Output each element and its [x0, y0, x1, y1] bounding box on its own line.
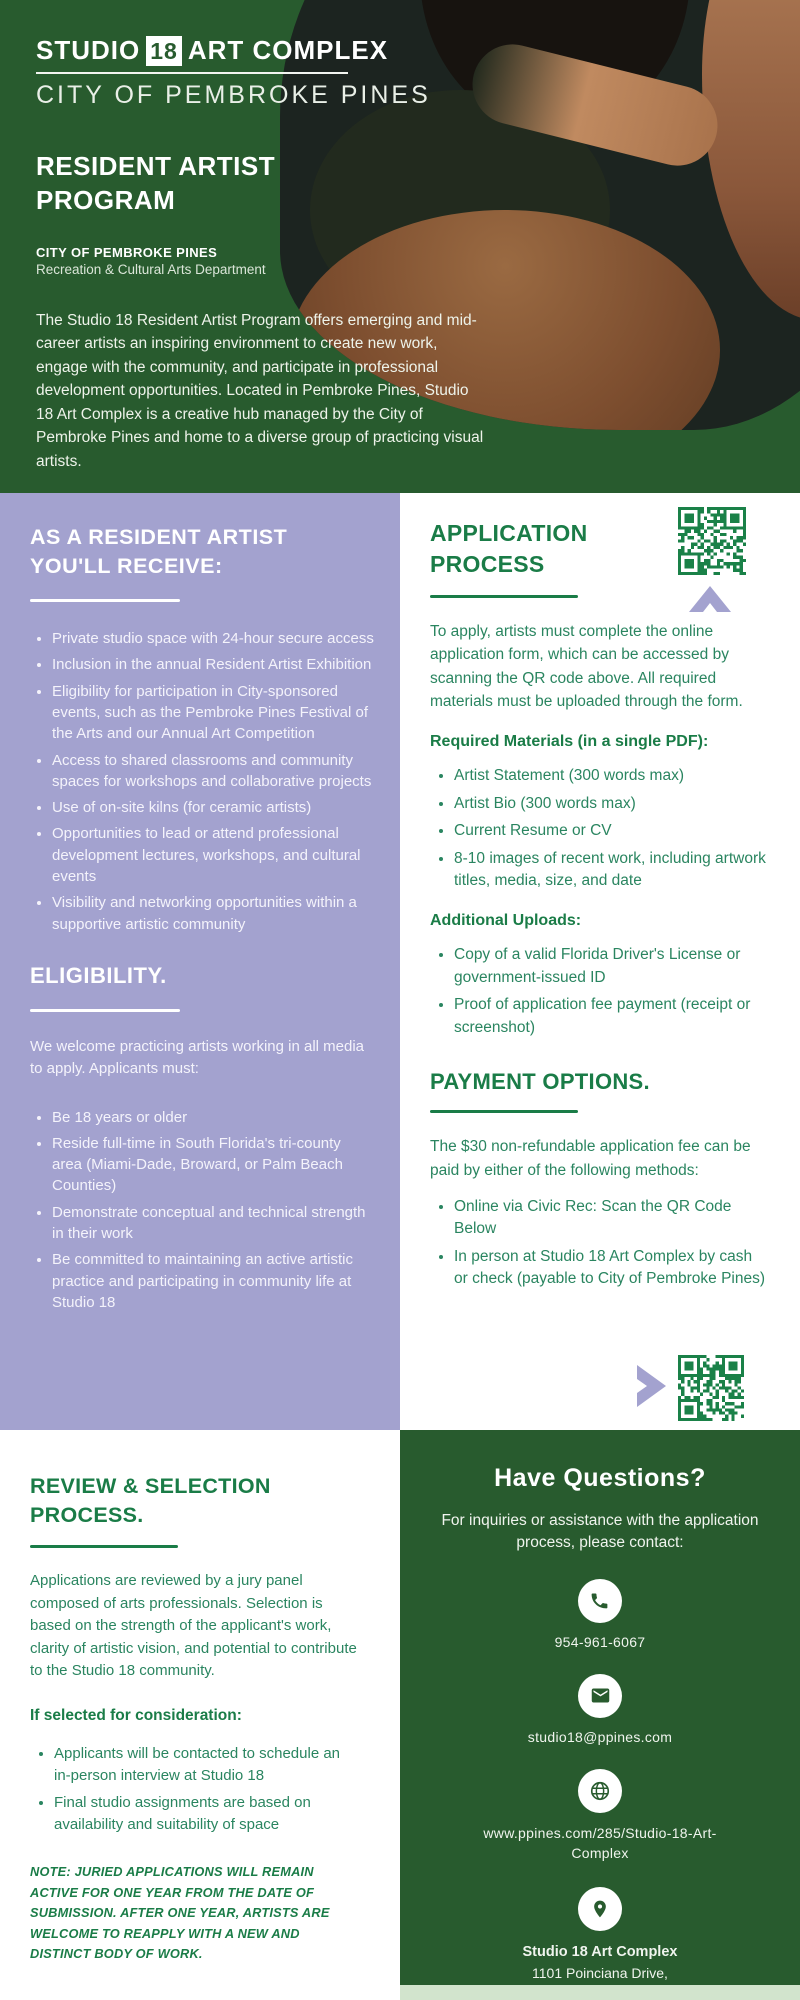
- review-list: [30, 1743, 360, 1837]
- list-item: • Access to shared classrooms and community spaces for workshops and collaborative projects: [52, 750, 374, 793]
- program-intro-paragraph: The Studio 18 Resident Artist Program offers emerging and mid-career artists an inspiring environment to create new work, engage with the community, and participate in professional development opportunities. Located in Pembroke Pines, Studio 18 Art Complex is a creative hub managed by the City of Pembroke Pines and home to a diverse group of practicing visual artists.: [36, 311, 484, 470]
- location-name: Studio 18 Art Complex: [522, 1944, 678, 1961]
- payment-intro: The $30 non-refundable application fee can be paid by either of the following methods:: [430, 1138, 751, 1179]
- list-item: • Artist Bio (300 words max): [454, 793, 770, 815]
- list-item: • Reside full-time in South Florida's tri-county area (Miami-Dade, Broward, or Palm Beach Counties): [52, 1133, 374, 1197]
- application-divider: [430, 595, 578, 598]
- benefits-divider: [30, 599, 180, 602]
- email-contact: [528, 1650, 672, 1745]
- phone-contact: [555, 1555, 646, 1650]
- qr-code-icon[interactable]: [678, 1355, 744, 1421]
- department-city: CITY OF PEMBROKE PINES: [36, 244, 218, 260]
- review-intro: Applications are reviewed by a jury panel composed of arts professionals. Selection is based on the strength of the applicant's work, clarity of artistic vision, and potential to contribute to the Studio 18 community.: [30, 1572, 357, 1680]
- list-item: • Proof of application fee payment (receipt or screenshot): [454, 994, 770, 1039]
- list-item: • Applicants will be contacted to schedule an in-person interview at Studio 18: [54, 1743, 360, 1787]
- list-item: • 8-10 images of recent work, including artwork titles, media, size, and date: [454, 848, 770, 893]
- location-pin-icon: [578, 1887, 622, 1931]
- have-questions-heading: Have Questions?: [494, 1464, 706, 1492]
- phone-number[interactable]: 954-961-6067: [554, 1633, 646, 1650]
- qr-code-icon[interactable]: [678, 507, 746, 575]
- website-url[interactable]: www.ppines.com/285/Studio-18-Art-Complex: [483, 1824, 717, 1861]
- email-address[interactable]: studio18@ppines.com: [527, 1728, 673, 1745]
- chevron-right-icon: [636, 1365, 666, 1407]
- review-divider: [30, 1545, 178, 1548]
- benefits-column: [0, 493, 400, 1430]
- chevron-up-icon: [689, 585, 731, 613]
- additional-uploads-label: Additional Uploads:: [430, 912, 582, 930]
- list-item: • Current Resume or CV: [454, 820, 770, 842]
- list-item: • Demonstrate conceptual and technical strength in their work: [52, 1202, 374, 1245]
- address-line1: 1101 Poinciana Drive,: [532, 1965, 668, 1982]
- payment-divider: [430, 1110, 578, 1113]
- email-icon: [578, 1674, 622, 1718]
- list-item: • Eligibility for participation in City-sponsored events, such as the Pembroke Pines Festival of the Arts and our Annual Art Competition: [52, 681, 374, 745]
- list-item: • Be committed to maintaining an active artistic practice and participating in community life at Studio 18: [52, 1249, 374, 1313]
- list-item: • Private studio space with 24-hour secure access: [52, 628, 374, 649]
- payment-heading: PAYMENT OPTIONS.: [430, 1069, 650, 1095]
- list-item: • Copy of a valid Florida Driver's License or government-issued ID: [454, 944, 770, 989]
- additional-uploads-list: [430, 944, 770, 1039]
- department-name: Recreation & Cultural Arts Department: [36, 261, 266, 277]
- jury-note: NOTE: JURIED APPLICATIONS WILL REMAIN ACTIVE FOR ONE YEAR FROM THE DATE OF SUBMISSION. AFTER ONE YEAR, ARTISTS ARE WELCOME TO REAPPLY WITH A NEW AND DISTINCT BODY OF WORK.: [30, 1864, 330, 1962]
- review-column: [0, 1430, 400, 2000]
- list-item: • Visibility and networking opportunities within a supportive artistic community: [52, 892, 374, 935]
- header-section: [0, 0, 800, 493]
- department-block: [36, 245, 800, 277]
- logo-18-badge: 18: [146, 36, 182, 66]
- application-column: [400, 493, 800, 1430]
- logo-city-text: CITY OF PEMBROKE PINES: [36, 81, 431, 109]
- list-item: • Artist Statement (300 words max): [454, 765, 770, 787]
- benefits-heading: AS A RESIDENT ARTIST YOU'LL RECEIVE:: [30, 525, 288, 579]
- list-item: • Final studio assignments are based on availability and suitability of space: [54, 1792, 360, 1836]
- list-item: • Inclusion in the annual Resident Artist Exhibition: [52, 654, 374, 675]
- phone-icon: [578, 1579, 622, 1623]
- benefits-list: [30, 628, 374, 935]
- eligibility-intro: We welcome practicing artists working in all media to apply. Applicants must:: [30, 1037, 365, 1078]
- website-contact: [475, 1745, 725, 1863]
- eligibility-divider: [30, 1009, 180, 1012]
- contact-intro: For inquiries or assistance with the application process, please contact:: [441, 1512, 759, 1552]
- review-heading: REVIEW & SELECTION PROCESS.: [30, 1474, 271, 1528]
- studio18-logo: [36, 35, 800, 66]
- eligibility-heading: ELIGIBILITY.: [30, 962, 167, 988]
- globe-icon: [578, 1769, 622, 1813]
- list-item: • Be 18 years or older: [52, 1107, 374, 1128]
- list-item: • Opportunities to lead or attend professional development lectures, workshops, and cultural events: [52, 823, 374, 887]
- application-heading: APPLICATION PROCESS: [430, 520, 588, 578]
- required-materials-list: [430, 765, 770, 892]
- logo-studio-text: STUDIO: [36, 35, 141, 65]
- page-title: RESIDENT ARTIST PROGRAM: [36, 151, 276, 215]
- required-materials-label: Required Materials (in a single PDF):: [430, 733, 709, 751]
- list-item: • Online via Civic Rec: Scan the QR Code Below: [454, 1196, 770, 1241]
- payment-options-list: [430, 1196, 770, 1291]
- if-selected-label: If selected for consideration:: [30, 1706, 242, 1724]
- application-intro: To apply, artists must complete the online application form, which can be accessed by scanning the QR code above. All required materials must be uploaded through the form.: [430, 623, 743, 710]
- contact-panel: [400, 1430, 800, 2000]
- logo-divider: [36, 72, 348, 74]
- list-item: • In person at Studio 18 Art Complex by cash or check (payable to City of Pembroke Pines): [454, 1246, 770, 1291]
- eligibility-list: [30, 1107, 374, 1314]
- list-item: • Use of on-site kilns (for ceramic artists): [52, 797, 374, 818]
- footer-strip: [400, 1985, 800, 2000]
- location-contact: [515, 1863, 684, 2000]
- logo-art-complex-text: ART COMPLEX: [187, 35, 389, 65]
